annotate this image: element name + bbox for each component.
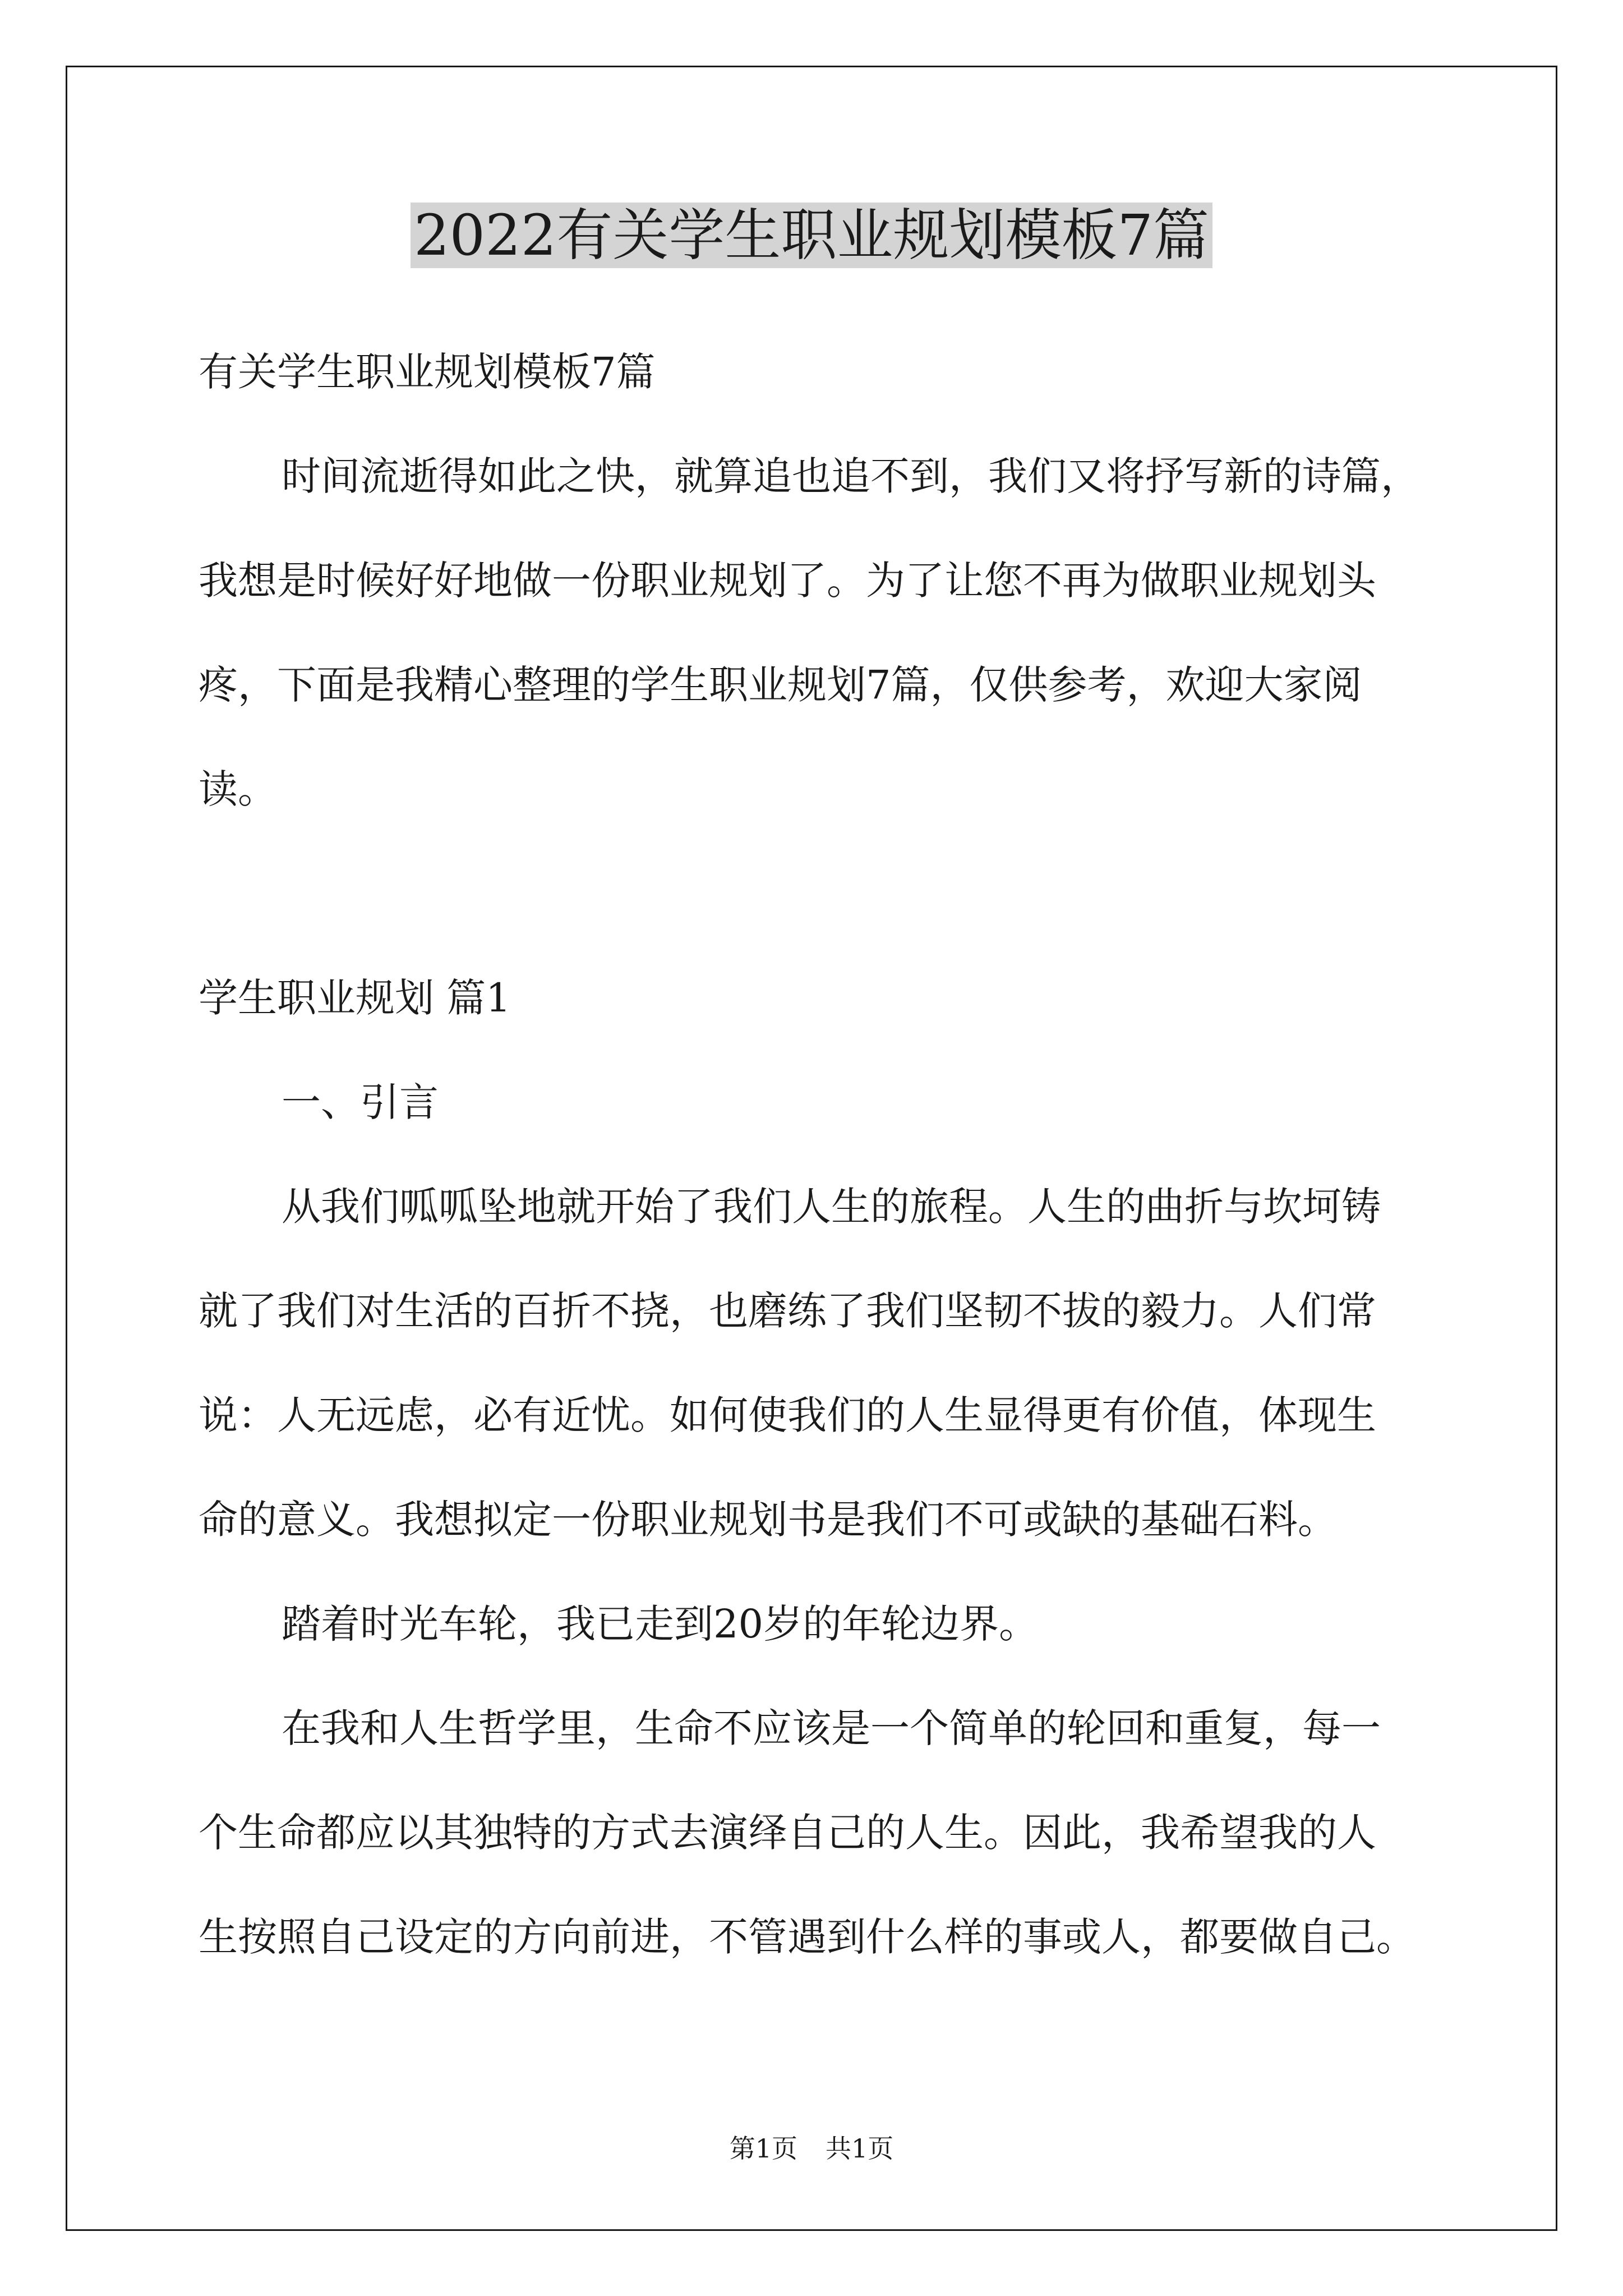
body-line: 疼，下面是我精心整理的学生职业规划7篇，仅供参考，欢迎大家阅 [199, 662, 1362, 708]
body-line: 时间流逝得如此之快，就算追也追不到，我们又将抒写新的诗篇， [282, 453, 1420, 499]
body-line: 命的意义。我想拟定一份职业规划书是我们不可或缺的基础石料。 [199, 1497, 1337, 1543]
document-title [0, 196, 1623, 275]
body-line: 在我和人生哲学里，生命不应该是一个简单的轮回和重复，每一 [282, 1705, 1381, 1751]
page-number: 第1页 [729, 2133, 797, 2164]
body-line: 个生命都应以其独特的方式去演绎自己的人生。因此，我希望我的人 [199, 1810, 1376, 1856]
document-title-text: 2022有关学生职业规划模板7篇 [411, 203, 1212, 268]
body-line: 从我们呱呱坠地就开始了我们人生的旅程。人生的曲折与坎坷铸 [282, 1184, 1381, 1230]
page-footer [0, 2132, 1623, 2165]
body-line: 生按照自己设定的方向前进，不管遇到什么样的事或人，都要做自己。 [199, 1914, 1415, 1960]
body-line: 我想是时候好好地做一份职业规划了。为了让您不再为做职业规划头 [199, 558, 1376, 604]
section-heading: 学生职业规划 篇1 [199, 975, 511, 1021]
page-total: 共1页 [826, 2133, 894, 2164]
body-line [199, 841, 1432, 946]
document-body [199, 320, 1432, 1989]
body-line: 就了我们对生活的百折不挠，也磨练了我们坚韧不拔的毅力。人们常 [199, 1288, 1376, 1334]
body-line: 有关学生职业规划模板7篇 [199, 349, 656, 395]
body-line: 说：人无远虑，必有近忧。如何使我们的人生显得更有价值，体现生 [199, 1392, 1376, 1438]
body-line: 踏着时光车轮，我已走到20岁的年轮边界。 [282, 1601, 1039, 1647]
body-line: 一、引言 [282, 1079, 439, 1125]
body-line: 读。 [199, 766, 277, 812]
